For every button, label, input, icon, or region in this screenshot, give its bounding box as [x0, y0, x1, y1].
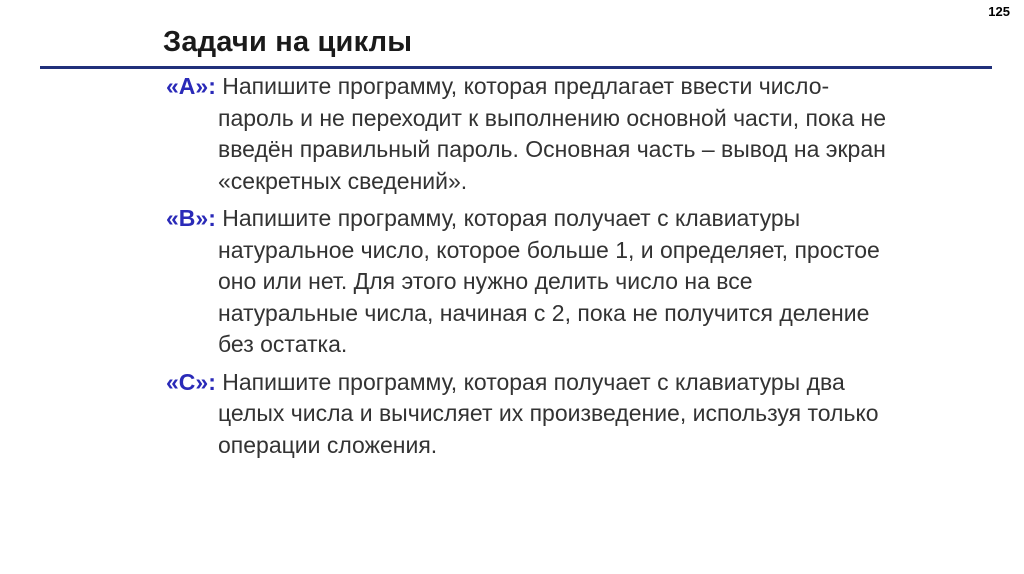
task-label-c: «C»: — [166, 368, 223, 395]
slide-title: Задачи на циклы — [163, 26, 413, 58]
task-text-a: Напишите программу, которая предлагает ввести число-пароль и не переходит к выполнению основной части, пока не введён правильный пароль. Основная часть – вывод на экран «секретных сведений». — [218, 73, 886, 194]
task-text-c: Напишите программу, которая получает с клавиатуры два целых числа и вычисляет их произведение, используя только операции сложения. — [218, 368, 879, 458]
task-label-a: «A»: — [166, 73, 223, 99]
task-item-b — [166, 203, 886, 361]
task-list — [166, 71, 886, 467]
task-item-c — [166, 367, 886, 462]
task-label-b: «B»: — [166, 205, 223, 231]
task-text-b: Напишите программу, которая получает с клавиатуры натуральное число, которое больше 1, и определяет, простое оно или нет. Для этого нужно делить число на все натуральные числа, начиная с 2, пока не получится деление без остатка. — [218, 205, 880, 357]
task-item-a — [166, 71, 886, 197]
page-number: 125 — [988, 4, 1010, 19]
title-underline — [40, 66, 992, 69]
